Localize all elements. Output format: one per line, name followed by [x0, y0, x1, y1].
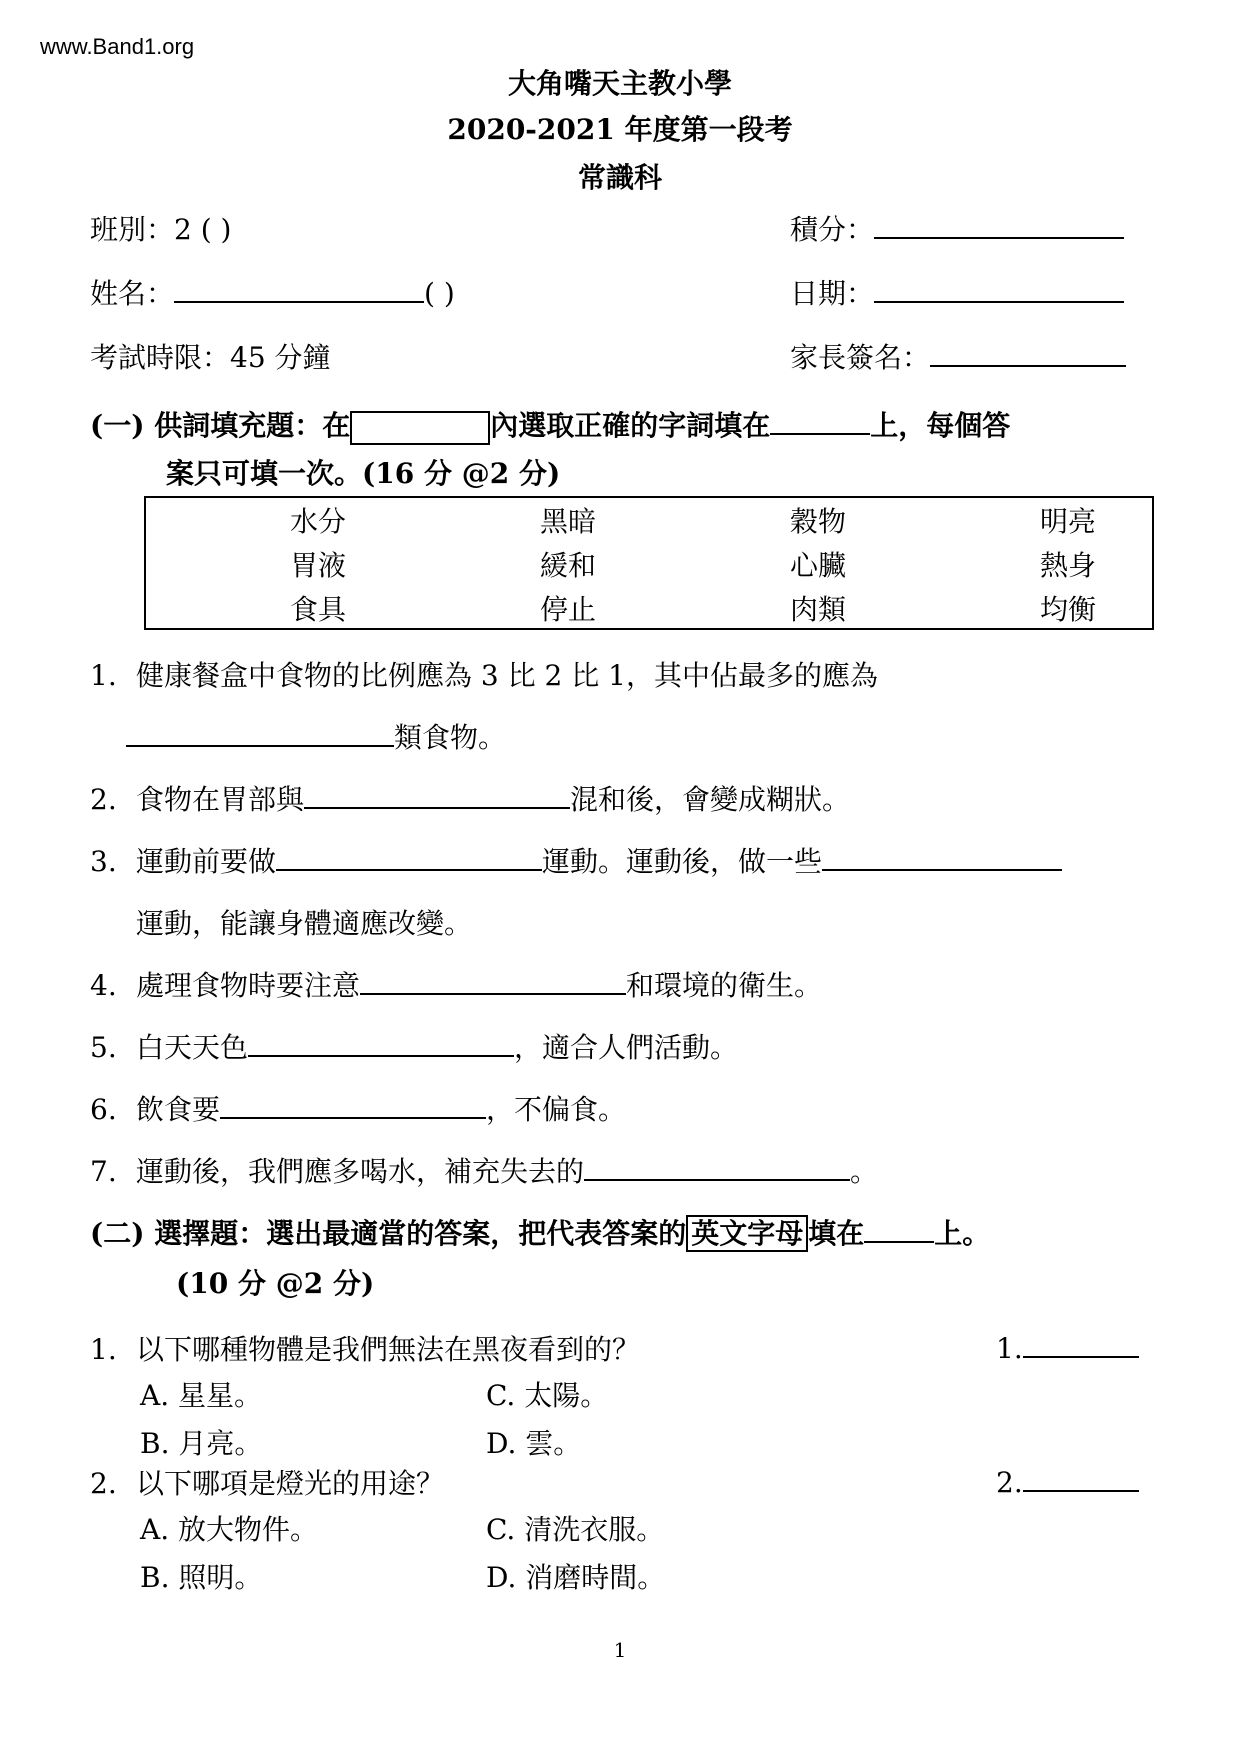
- option-d[interactable]: D. 消磨時間。: [486, 1561, 666, 1594]
- word-bank-item: 心臟: [789, 549, 846, 582]
- word-bank-box: [144, 496, 1154, 630]
- option-d[interactable]: D. 雲。: [486, 1427, 582, 1460]
- option-a[interactable]: A. 放大物件。: [140, 1513, 319, 1546]
- fill-question-1-line2: [126, 716, 506, 756]
- section1-line-symbol: [770, 405, 870, 435]
- answer-blank[interactable]: [360, 965, 626, 995]
- question-number: 6.: [90, 1093, 117, 1126]
- option-a[interactable]: A. 星星。: [140, 1379, 263, 1412]
- answer-blank[interactable]: [584, 1151, 850, 1181]
- answer-blank[interactable]: [248, 1027, 514, 1057]
- answer-blank[interactable]: [220, 1089, 486, 1119]
- question-number: 3.: [90, 845, 117, 878]
- section1-text-a: 供詞填充題：在: [154, 409, 351, 442]
- question-text: 混和後，會變成糊狀。: [570, 783, 851, 816]
- question-text: 處理食物時要注意: [136, 969, 361, 1002]
- name-blank[interactable]: [174, 273, 424, 303]
- question-number: 2.: [90, 783, 117, 816]
- time-limit: 考試時限：45 分鐘: [90, 341, 331, 374]
- question-text: 運動後，我們應多喝水，補充失去的: [136, 1155, 585, 1188]
- fill-question-3: [90, 840, 1062, 880]
- score-label: 積分：: [790, 213, 875, 246]
- section1-text-b: 內選取正確的字詞填在: [490, 409, 771, 442]
- answer-number: 2.: [996, 1466, 1023, 1499]
- question-number: 7.: [90, 1155, 117, 1188]
- date-field: [790, 272, 1124, 312]
- question-text: 以下哪種物體是我們無法在黑夜看到的？: [136, 1333, 641, 1366]
- word-bank-item: 胃液: [289, 549, 346, 582]
- mc-answer-2: [996, 1462, 1139, 1499]
- question-number: 2.: [90, 1467, 117, 1500]
- section1-heading-line2: 案只可填一次。(16 分 @2 分): [166, 457, 561, 490]
- word-bank-item: 緩和: [539, 549, 596, 582]
- option-c[interactable]: C. 清洗衣服。: [486, 1513, 665, 1546]
- mc-question-2: [90, 1462, 444, 1502]
- parent-signature-field: [790, 336, 1126, 376]
- word-bank-item: 均衡: [1039, 593, 1096, 626]
- option-b[interactable]: B. 月亮。: [140, 1427, 263, 1460]
- question-text: 運動前要做: [136, 845, 277, 878]
- fill-question-1: [90, 654, 878, 694]
- class-field: [90, 208, 231, 248]
- page-number: 1: [613, 1638, 627, 1662]
- question-text: 。: [850, 1155, 879, 1188]
- question-text: 健康餐盒中食物的比例應為 3 比 2 比 1，其中佔最多的應為: [136, 659, 878, 692]
- answer-blank[interactable]: [1023, 1462, 1139, 1492]
- parent-signature-label: 家長簽名：: [790, 341, 931, 374]
- section2-heading-line2: (10 分 @2 分): [176, 1267, 375, 1300]
- watermark: www.Band1.org: [40, 34, 195, 59]
- answer-blank[interactable]: [822, 841, 1062, 871]
- date-blank[interactable]: [874, 273, 1124, 303]
- mc-question-1: [90, 1328, 640, 1368]
- question-text: ，適合人們活動。: [514, 1031, 739, 1064]
- fill-question-6: [90, 1088, 626, 1128]
- answer-blank[interactable]: [304, 779, 570, 809]
- fill-question-4: [90, 964, 822, 1004]
- question-text: 白天天色: [136, 1031, 249, 1064]
- section2-boxed-text: 英文字母: [686, 1215, 808, 1252]
- class-number-paren: ( ): [424, 277, 455, 310]
- word-bank-item: 穀物: [789, 505, 846, 538]
- score-blank[interactable]: [874, 209, 1124, 239]
- question-number: 1.: [90, 1333, 117, 1366]
- section1-number: (一): [90, 409, 145, 442]
- question-number: 5.: [90, 1031, 117, 1064]
- word-bank-item: 肉類: [789, 593, 846, 626]
- section1-box-symbol: [350, 411, 490, 445]
- fill-question-7: [90, 1150, 878, 1190]
- section2-text-c: 上。: [934, 1217, 991, 1250]
- question-number: 4.: [90, 969, 117, 1002]
- question-text: 以下哪項是燈光的用途？: [136, 1467, 445, 1500]
- answer-blank[interactable]: [126, 717, 394, 747]
- question-text: 運動。運動後，做一些: [542, 845, 823, 878]
- section2-heading: [90, 1212, 990, 1252]
- word-bank-item: 水分: [289, 505, 346, 538]
- subject-title: 常識科: [577, 161, 662, 194]
- section2-line-symbol: [864, 1213, 934, 1243]
- class-label: 班別：2 ( ): [90, 213, 232, 246]
- fill-question-5: [90, 1026, 738, 1066]
- option-c[interactable]: C. 太陽。: [486, 1379, 609, 1412]
- question-text: 飲食要: [136, 1093, 221, 1126]
- question-number: 1.: [90, 659, 117, 692]
- section1-text-c: 上，每個答: [870, 409, 1011, 442]
- word-bank-item: 食具: [289, 593, 346, 626]
- question-text: 和環境的衛生。: [626, 969, 823, 1002]
- section2-text-a: 選擇題：選出最適當的答案，把代表答案的: [154, 1217, 687, 1250]
- option-b[interactable]: B. 照明。: [140, 1561, 263, 1594]
- section2-number: (二): [90, 1217, 145, 1250]
- word-bank-item: 熱身: [1039, 549, 1096, 582]
- name-field: [90, 272, 455, 312]
- mc-answer-1: [996, 1328, 1139, 1365]
- name-label: 姓名：: [90, 277, 175, 310]
- answer-blank[interactable]: [276, 841, 542, 871]
- answer-number: 1.: [996, 1332, 1023, 1365]
- question-text: 類食物。: [394, 721, 507, 754]
- fill-question-3-line2: 運動，能讓身體適應改變。: [136, 907, 473, 940]
- answer-blank[interactable]: [1023, 1328, 1139, 1358]
- question-text: ，不偏食。: [486, 1093, 627, 1126]
- word-bank-item: 黑暗: [539, 505, 596, 538]
- word-bank-item: 明亮: [1039, 505, 1096, 538]
- exam-term: 2020-2021 年度第一段考: [447, 113, 793, 146]
- fill-question-2: [90, 778, 850, 818]
- word-bank-item: 停止: [539, 593, 596, 626]
- section2-text-b: 填在: [808, 1217, 865, 1250]
- date-label: 日期：: [790, 277, 875, 310]
- score-field: [790, 208, 1124, 248]
- school-name: 大角嘴天主教小學: [507, 67, 732, 100]
- question-text: 食物在胃部與: [136, 783, 305, 816]
- section1-heading: [90, 404, 1010, 445]
- parent-signature-blank[interactable]: [930, 337, 1126, 367]
